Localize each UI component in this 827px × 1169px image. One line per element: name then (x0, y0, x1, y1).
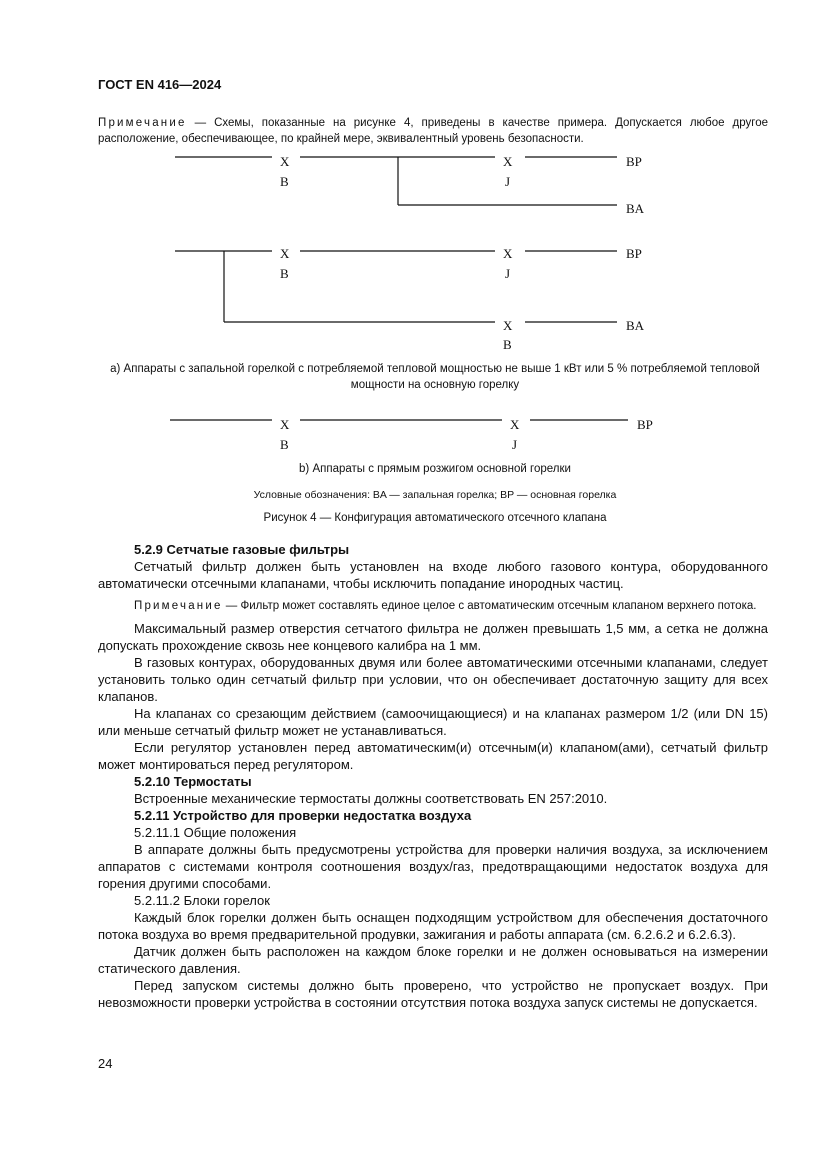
main-burner-label: BP (637, 417, 653, 432)
paragraph: Встроенные механические термостаты должны соответствовать EN 257:2010. (134, 791, 608, 806)
main-burner-label: BP (626, 154, 642, 169)
subsection-heading: 5.2.11.1 Общие положения (134, 825, 297, 840)
pilot-burner-label: BA (626, 318, 645, 333)
valve-b-label: B (280, 174, 289, 189)
figure-title: Рисунок 4 — Конфигурация автоматического отсечного клапана (263, 512, 607, 524)
note-label: Примечание (98, 117, 187, 129)
main-burner-label: BP (626, 246, 642, 261)
paragraph: В газовых контурах, оборудованных двумя или более автоматическими отсечными клапанами, следует установить только один сетчатый фильтр при условии, что он обеспечивает достаточную защиту для всех клапанов. (98, 655, 768, 704)
note-label: Примечание (134, 600, 223, 612)
valve-diagram-b (0, 408, 827, 458)
document-header: ГОСТ EN 416—2024 (98, 77, 222, 92)
section-note (98, 598, 768, 614)
caption-a: a) Аппараты с запальной горелкой с потребляемой тепловой мощностью не выше 1 кВт или 5 % потребляемой тепловой мощности на основную горелку (110, 363, 760, 391)
section-heading: 5.2.9 Сетчатые газовые фильтры (134, 542, 350, 557)
valve-b-label: B (503, 337, 512, 352)
valve-j-label: J (512, 437, 518, 452)
section-heading: 5.2.10 Термостаты (134, 774, 252, 789)
main-body (98, 541, 768, 1011)
valve-x-symbol: X (280, 246, 290, 261)
figure-note (98, 115, 768, 147)
valve-x-symbol: X (503, 318, 513, 333)
valve-x-symbol: X (280, 154, 290, 169)
valve-x-symbol: X (510, 417, 520, 432)
paragraph: Если регулятор установлен перед автоматическим(и) отсечным(и) клапаном(ами), сетчатый фильтр может монтироваться перед регулятором. (98, 740, 768, 772)
paragraph: Сетчатый фильтр должен быть установлен на входе любого газового контура, оборудованного автоматически отсечными клапанами, чтобы исключить попадание инородных частиц. (98, 559, 768, 591)
valve-x-symbol: X (503, 154, 513, 169)
valve-b-label: B (280, 437, 289, 452)
note-text: — Фильтр может составлять единое целое с автоматическим отсечным клапаном верхнего потока. (222, 600, 757, 612)
valve-j-label: J (505, 266, 511, 281)
paragraph: Каждый блок горелки должен быть оснащен подходящим устройством для обеспечения достаточного потока воздуха во время предварительной продувки, зажигания и работы аппарата (см. 6.2.6.2 и 6.2.6.3). (98, 910, 768, 942)
figure-legend: Условные обозначения: BA — запальная горелка; BP — основная горелка (253, 489, 617, 501)
valve-j-label: J (505, 174, 511, 189)
valve-x-symbol: X (280, 417, 290, 432)
note-text: — Схемы, показанные на рисунке 4, приведены в качестве примера. Допускается любое другое расположение, обеспечивающее, по крайней мере, эквивалентный уровень безопасности. (98, 117, 768, 145)
subsection-heading: 5.2.11.2 Блоки горелок (134, 893, 270, 908)
valve-x-symbol: X (503, 246, 513, 261)
paragraph: На клапанах со срезающим действием (самоочищающиеся) и на клапанах размером 1/2 (или DN 15) или меньше сетчатый фильтр может не устанавливаться. (98, 706, 768, 738)
valve-b-label: B (280, 266, 289, 281)
paragraph: Датчик должен быть расположен на каждом блоке горелки и не должен основываться на измерении статического давления. (98, 944, 768, 976)
page-number: 24 (98, 1056, 113, 1071)
paragraph: Перед запуском системы должно быть проверено, что устройство не пропускает воздух. При невозможности проверки устройства в состоянии отсутствия потока воздуха запуск системы не допускается. (98, 978, 768, 1010)
pilot-burner-label: BA (626, 201, 645, 216)
valve-diagram-a (0, 145, 827, 360)
paragraph: Максимальный размер отверстия сетчатого фильтра не должен превышать 1,5 мм, а сетка не должна допускать прохождение сквозь нее концевого калибра на 1 мм. (98, 621, 768, 653)
paragraph: В аппарате должны быть предусмотрены устройства для проверки наличия воздуха, за исключением аппаратов с системами контроля соотношения воздух/газ, предотвращающими недостаток воздуха для горения другими способами. (98, 842, 768, 891)
section-heading: 5.2.11 Устройство для проверки недостатка воздуха (134, 808, 472, 823)
caption-b: b) Аппараты с прямым розжигом основной горелки (299, 463, 571, 475)
